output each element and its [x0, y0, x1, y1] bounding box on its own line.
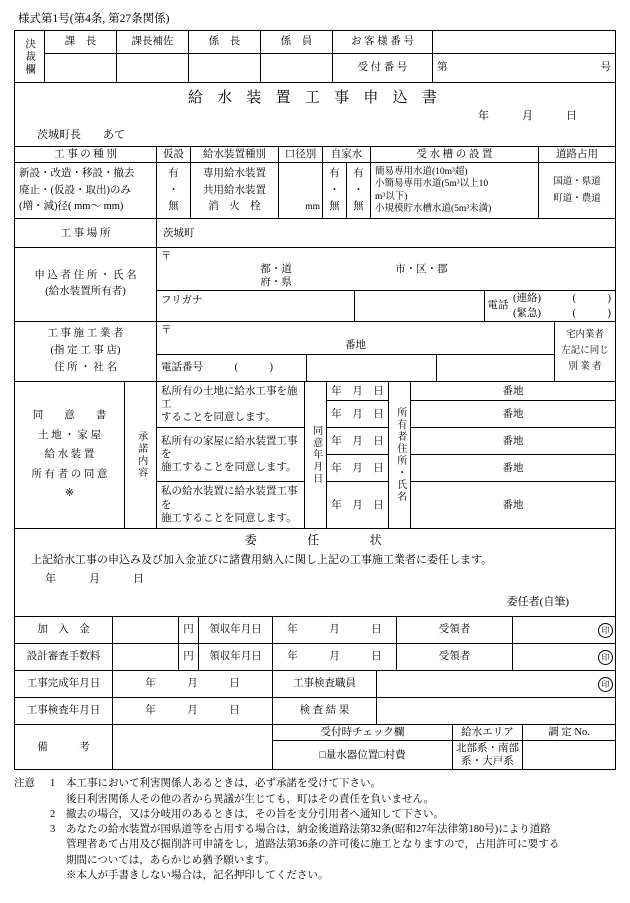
fee-receiver-stamp-0[interactable]	[513, 617, 616, 644]
applicant-label	[15, 248, 157, 321]
fee-amount-1[interactable]	[113, 644, 179, 671]
consent-banchi-3[interactable]: 番地	[411, 455, 616, 482]
receipt-suffix: 号	[600, 62, 611, 74]
approval-col-3: 係 員	[261, 31, 333, 54]
shodaku-label: 承諾内容	[125, 382, 157, 528]
stamp-icon: 印	[598, 650, 613, 665]
approval-col-1: 課長補佐	[117, 31, 189, 54]
indoor-line-0: 宅内業者	[566, 330, 605, 341]
fee-receiver-stamp-1[interactable]	[513, 644, 616, 671]
road-use-options[interactable]	[539, 163, 616, 219]
tank-options[interactable]	[371, 163, 539, 219]
applicant-name-field[interactable]	[355, 290, 485, 321]
note-num-2: 3	[50, 824, 56, 836]
fee-receipt-label-0: 領収年月日	[199, 617, 273, 644]
applicant-city: 市・区・郡	[395, 264, 448, 276]
completion-label: 工事完成年月日	[15, 671, 113, 698]
temporary-mark-0: 有	[168, 168, 179, 180]
note-num-1: 2	[50, 808, 56, 820]
own-water2-mark-1: ・	[353, 184, 364, 196]
fee-receipt-date-1[interactable]: 年 月 日	[273, 644, 397, 671]
contractor-phone[interactable]: 電話番号 ( )	[157, 355, 307, 382]
consent-date-row-1[interactable]: 年 月 日	[327, 401, 389, 428]
device-type-1: 共用給水装置	[203, 184, 266, 196]
inspection-label: 工事検査年月日	[15, 698, 113, 725]
tank-item-2: m³以下)	[375, 191, 408, 202]
own-water-mark-2: 無	[329, 200, 340, 212]
consent-date-row-3[interactable]: 年 月 日	[327, 455, 389, 482]
measure-label: 調 定 No.	[523, 725, 616, 741]
applicant-address-field[interactable]	[157, 248, 616, 290]
notes-label: 注意	[14, 778, 35, 790]
application-date: 年 月 日	[478, 109, 577, 122]
inspector-label: 工事検査職員	[273, 671, 377, 698]
fee-name-1: 設計審査手数料	[15, 644, 113, 671]
approval-label: 決裁欄	[15, 31, 45, 83]
temporary-mark-1: ・	[168, 184, 179, 196]
approval-cell-2[interactable]	[189, 54, 261, 83]
check-items[interactable]: □量水器位置□村費	[273, 741, 453, 770]
tank-item-3: 小規模貯水槽水道(5m³未満)	[375, 204, 492, 215]
caliber-unit: mm	[305, 202, 320, 213]
work-type-row-0: 新設・改造・移設・撤去	[19, 168, 135, 180]
approval-cell-3[interactable]	[261, 54, 333, 83]
phone-row-1: (緊急) ( )	[513, 307, 611, 319]
page-title: 給 水 装 置 工 事 申 込 書	[187, 90, 443, 106]
consent-text-1: 私所有の家屋に給水装置工事を 施工することを同意します。	[157, 428, 305, 482]
own-water-mark-1: ・	[329, 184, 340, 196]
consent-date-label: 同意年月日	[305, 382, 327, 528]
tank-item-1: 小簡易専用水道(5m³以上10	[375, 179, 489, 190]
form-number: 様式第1号(第4条, 第27条関係)	[18, 13, 170, 25]
header-tank: 受 水 槽 の 設 置	[371, 147, 539, 163]
measure-value[interactable]	[523, 741, 616, 770]
own-water-options-1[interactable]	[323, 163, 347, 219]
consent-table	[14, 382, 616, 529]
fee-receiver-label-0: 受領者	[397, 617, 513, 644]
work-place-table	[14, 219, 616, 248]
remarks-table	[14, 725, 616, 770]
header-temporary: 仮設	[157, 147, 191, 163]
inspector-stamp[interactable]	[377, 671, 616, 698]
consent-text-2: 私の給水装置に給水装置工事を 施工することを同意します。	[157, 482, 305, 528]
completion-table	[14, 671, 616, 725]
fee-receipt-label-1: 領収年月日	[199, 644, 273, 671]
receipt-number-field[interactable]	[433, 54, 616, 83]
top-table	[14, 30, 616, 83]
addressee: 茨城町長 あて	[37, 128, 125, 141]
delegation-table	[14, 529, 616, 617]
work-type-row-2: (増・減)径( mm〜 mm)	[19, 200, 124, 212]
approval-cell-0[interactable]	[45, 54, 117, 83]
device-type-0: 専用給水装置	[203, 168, 266, 180]
consent-label-0: 同 意 書	[32, 410, 107, 422]
header-own-water: 自家水	[323, 147, 371, 163]
contractor-address-field[interactable]	[157, 322, 555, 355]
note-0-line-0: 本工事において利害関係人あるときは，必ず承諾を受けて下さい。	[66, 778, 381, 790]
road-item-1: 町道・農道	[553, 193, 601, 204]
inspection-result-field[interactable]	[377, 698, 616, 725]
completion-date[interactable]: 年 月 日	[113, 671, 273, 698]
road-item-0: 国道・県道	[553, 176, 601, 187]
header-road-use: 道路占用	[539, 147, 616, 163]
contractor-label	[15, 322, 157, 382]
consent-date-row-2[interactable]: 年 月 日	[327, 428, 389, 455]
own-water2-mark-0: 有	[353, 168, 364, 180]
caliber-field[interactable]	[279, 163, 323, 219]
stamp-icon: 印	[598, 623, 613, 638]
stamp-icon: 印	[598, 677, 613, 692]
customer-number-field[interactable]	[433, 31, 616, 54]
work-place-label: 工 事 場 所	[15, 219, 157, 248]
header-caliber: 口径別	[279, 147, 323, 163]
delegation-title: 委 任 状	[244, 532, 386, 547]
area-value[interactable]: 北部系・南部系・大戸系	[453, 741, 523, 770]
fee-amount-0[interactable]	[113, 617, 179, 644]
contractor-label-line3: 住 所 ・ 社 名	[54, 361, 117, 373]
phone-row-0: (連絡) ( )	[513, 292, 611, 304]
indoor-contractor-cell[interactable]	[555, 322, 616, 382]
consent-date-row-4[interactable]: 年 月 日	[327, 482, 389, 528]
inspection-date[interactable]: 年 月 日	[113, 698, 273, 725]
receipt-prefix: 第	[437, 62, 448, 74]
contractor-banchi: 番地	[345, 339, 366, 351]
approval-col-2: 係 長	[189, 31, 261, 54]
remarks-field[interactable]	[113, 725, 273, 770]
contractor-label-line2: (指 定 工 事 店)	[50, 345, 121, 357]
own-water2-mark-2: 無	[353, 200, 364, 212]
work-place-value[interactable]: 茨城町	[157, 219, 616, 248]
consent-label-2: 給 水 装 置	[44, 449, 95, 461]
contractor-table	[14, 322, 616, 382]
customer-number-label: お 客 様 番 号	[333, 31, 433, 54]
approval-col-0: 課 長	[45, 31, 117, 54]
note-2-line-0: あなたの給水装置が国県道等を占用する場合は，納金後道路法第32条(昭和27年法律第180号)により道路	[66, 824, 551, 836]
temporary-options[interactable]	[157, 163, 191, 219]
delegation-date[interactable]: 年 月 日	[45, 572, 144, 585]
delegation-signer[interactable]: 委任者(自筆)	[506, 596, 569, 609]
own-water-mark-0: 有	[329, 168, 340, 180]
contractor-name-field[interactable]	[307, 355, 437, 382]
header-work-type: 工 事 の 種 別	[15, 147, 157, 163]
work-type-table	[14, 147, 616, 219]
temporary-mark-2: 無	[168, 200, 179, 212]
title-table	[14, 83, 616, 147]
consent-label-1: 土 地 ・ 家 屋	[38, 429, 101, 441]
inspection-result-label: 検 査 結 果	[273, 698, 377, 725]
applicant-furigana[interactable]: フリガナ	[157, 290, 355, 321]
fee-unit-1: 円	[179, 644, 199, 671]
fee-unit-0: 円	[179, 617, 199, 644]
fees-table	[14, 617, 616, 671]
fee-name-0: 加 入 金	[15, 617, 113, 644]
consent-label	[15, 382, 125, 528]
indoor-line-2: 別 業 者	[568, 362, 602, 373]
applicant-pref-line2: 府・県	[260, 277, 292, 289]
note-2-line-3: ※本人が手書きしない場合は，記名押印してください。	[66, 869, 329, 881]
device-type-options[interactable]	[191, 163, 279, 219]
consent-label-3: 所 有 者 の 同 意	[31, 468, 108, 480]
consent-label-4: ※	[65, 488, 74, 500]
fee-receipt-date-0[interactable]: 年 月 日	[273, 617, 397, 644]
remarks-label: 備 考	[15, 725, 113, 770]
contractor-postal-mark: 〒	[161, 324, 172, 336]
consent-banchi-1[interactable]: 番地	[411, 401, 616, 428]
applicant-label-line2: (給水装置所有者)	[45, 286, 126, 298]
postal-mark: 〒	[161, 251, 172, 263]
note-2-line-2: 期間については，あらかじめ猶予願います。	[66, 854, 275, 866]
phone-label: 電話	[487, 299, 509, 311]
applicant-pref-line1: 都・道	[260, 264, 292, 276]
fee-receiver-label-1: 受領者	[397, 644, 513, 671]
header-device-type: 給水装置種別	[191, 147, 279, 163]
indoor-line-1: 左記に同じ	[561, 346, 609, 357]
note-num-0: 1	[50, 778, 56, 790]
consent-banchi-2[interactable]: 番地	[411, 428, 616, 455]
device-type-2: 消 火 栓	[208, 200, 261, 212]
area-label: 給水エリア	[453, 725, 523, 741]
applicant-phone-field[interactable]	[485, 290, 616, 321]
own-water-options-2[interactable]	[347, 163, 371, 219]
consent-date-row-0[interactable]: 年 月 日	[327, 382, 389, 401]
approval-cell-1[interactable]	[117, 54, 189, 83]
work-type-options[interactable]	[15, 163, 157, 219]
consent-banchi-0[interactable]: 番地	[411, 382, 616, 401]
check-label: 受付時チェック欄	[273, 725, 453, 741]
contractor-extra-field[interactable]	[437, 355, 555, 382]
delegation-body: 上記給水工事の申込み及び加入金並びに諸費用納入に関し上記の工事施工業者に委任します。	[31, 553, 493, 566]
consent-text-0: 私所有の土地に給水工事を施工 することを同意します。	[157, 382, 305, 428]
contractor-label-line1: 工 事 施 工 業 者	[47, 328, 124, 340]
note-1-line-0: 撤去の場合，又は分岐用のあるときは，その旨を支分引用者へ通知して下さい。	[66, 808, 444, 820]
notes-block	[14, 776, 616, 883]
tank-item-0: 簡易専用水道(10m³超)	[375, 167, 468, 178]
receipt-number-label: 受 付 番 号	[333, 54, 433, 83]
applicant-label-line1: 申 込 者 住 所 ・ 氏 名	[34, 269, 137, 281]
consent-owner-label: 所有者住所・氏名	[389, 382, 411, 528]
work-type-row-1: 廃止・(仮設・取出)のみ	[19, 184, 131, 196]
note-0-line-1: 後日利害関係人その他の者から異議が生じても，町はその責任を負いません。	[66, 793, 435, 805]
note-2-line-1: 管理者あて占用及び掘削許可申請をし，道路法第36条の許可後に施工となりますので，占用許可に要する	[66, 839, 560, 851]
consent-banchi-4[interactable]: 番地	[411, 482, 616, 528]
applicant-table	[14, 248, 616, 322]
